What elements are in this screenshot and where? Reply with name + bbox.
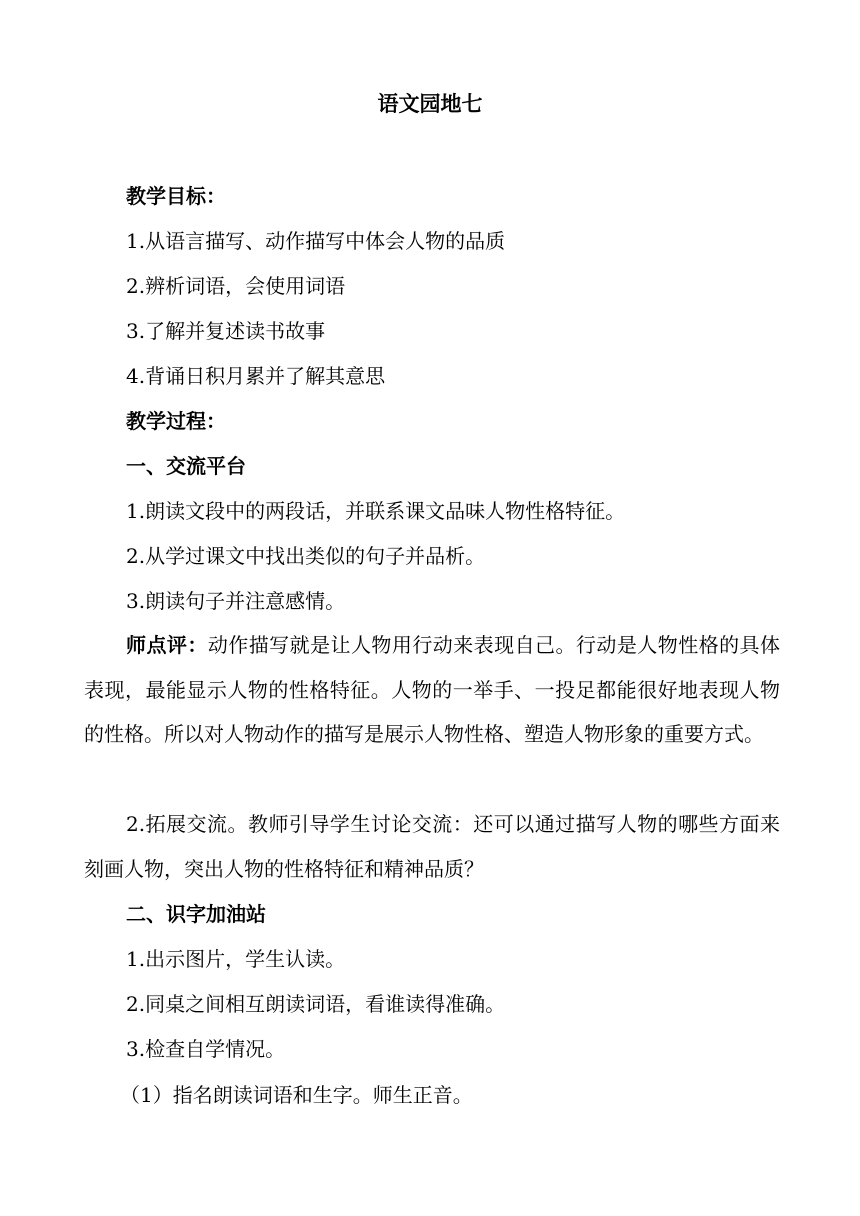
process-heading: 教学过程： — [126, 409, 226, 433]
teacher-comment-text: 动作描写就是让人物用行动来表现自己。行动是人物性格的具体表现，最能显示人物的性格特征。人物的一举手、一投足都能很好地表现人物的性格。所以对人物动作的描写是展示人物性格、塑造人物形象的重要方式。 — [84, 633, 781, 746]
teacher-comment-paragraph — [84, 623, 780, 757]
teacher-comment-label: 师点评： — [126, 633, 208, 657]
section1-item-1: 1.朗读文段中的两段话，并联系课文品味人物性格特征。 — [126, 499, 626, 523]
section2-item-1: 1.出示图片，学生认读。 — [126, 947, 346, 971]
page-title: 语文园地七 — [377, 91, 483, 116]
section2-sub-item-1: （1）指名朗读词语和生字。师生正音。 — [120, 1083, 473, 1107]
section1-item-2: 2.从学过课文中找出类似的句子并品析。 — [126, 544, 486, 568]
objective-item-1: 1.从语言描写、动作描写中体会人物的品质 — [126, 229, 506, 253]
objective-item-3: 3.了解并复述读书故事 — [126, 319, 326, 343]
section2-item-2: 2.同桌之间相互朗读词语，看谁读得准确。 — [126, 992, 506, 1016]
objective-item-2: 2.辨析词语，会使用词语 — [126, 274, 346, 298]
section2-heading: 二、识字加油站 — [126, 902, 266, 926]
section1-heading: 一、交流平台 — [126, 454, 246, 478]
objective-item-4: 4.背诵日积月累并了解其意思 — [126, 364, 386, 388]
section2-item-3: 3.检查自学情况。 — [126, 1037, 286, 1061]
objectives-heading: 教学目标： — [126, 184, 226, 208]
extension-paragraph: 2.拓展交流。教师引导学生讨论交流：还可以通过描写人物的哪些方面来刻画人物，突出人物的性格特征和精神品质？ — [84, 812, 780, 881]
section1-item-3: 3.朗读句子并注意感情。 — [126, 589, 346, 613]
